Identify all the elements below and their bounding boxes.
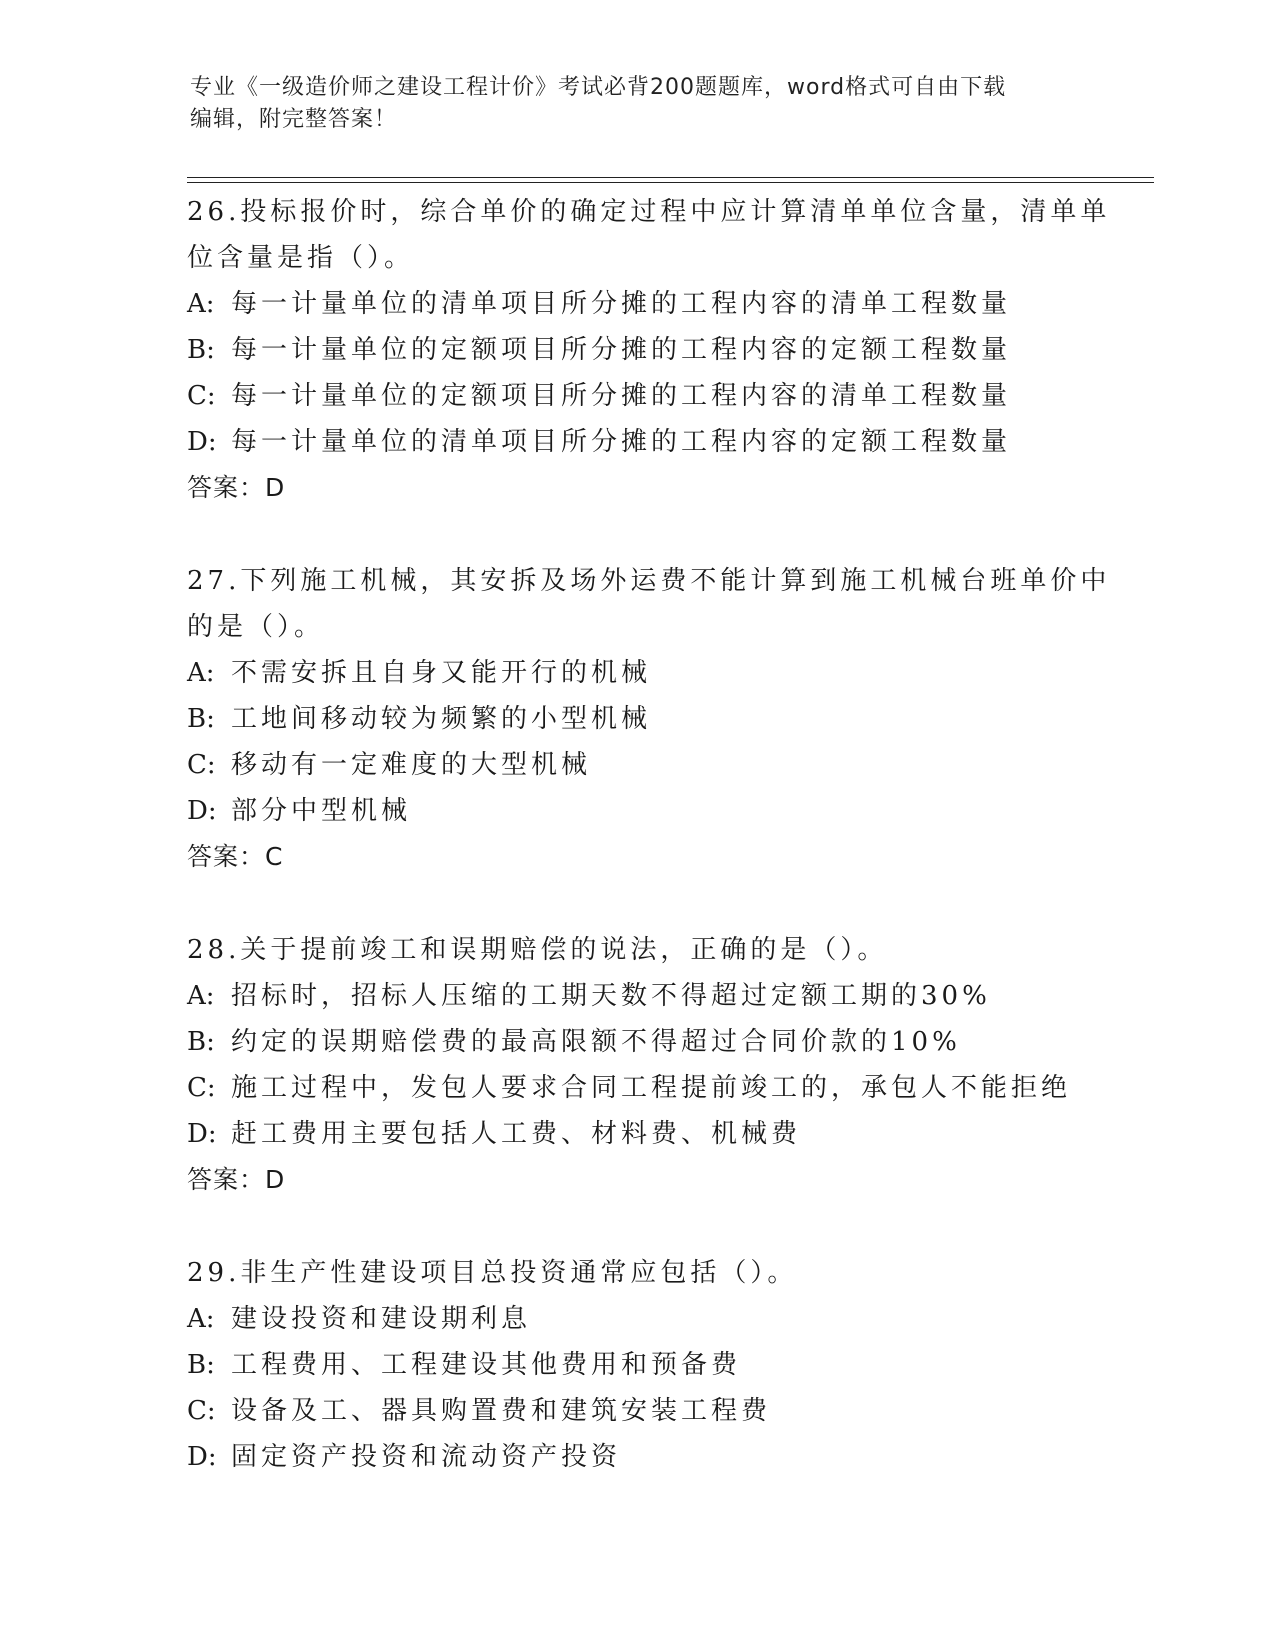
option-d — [187, 419, 1087, 465]
option-letter: D: — [187, 1442, 217, 1472]
answer-line: 答案：C — [187, 842, 284, 871]
option-text: 每一计量单位的清单项目所分摊的工程内容的清单工程数量 — [231, 289, 1012, 319]
option-a — [187, 973, 1087, 1019]
option-letter: D: — [187, 796, 217, 826]
option-text: 工程费用、工程建设其他费用和预备费 — [231, 1350, 742, 1380]
option-text: 设备及工、器具购置费和建筑安装工程费 — [231, 1396, 772, 1426]
header-line-1: 专业《一级造价师之建设工程计价》考试必背200题题库，word格式可自由下载 — [190, 75, 1007, 100]
option-letter: B: — [187, 1350, 215, 1380]
header-divider-top — [187, 177, 1154, 178]
header-divider-bottom — [187, 182, 1154, 183]
option-b — [187, 696, 1087, 742]
option-text: 每一计量单位的定额项目所分摊的工程内容的定额工程数量 — [231, 335, 1012, 365]
option-text: 施工过程中，发包人要求合同工程提前竣工的，承包人不能拒绝 — [231, 1073, 1072, 1103]
option-letter: C: — [187, 750, 216, 780]
option-text: 不需安拆且自身又能开行的机械 — [231, 658, 652, 688]
option-b — [187, 1342, 1087, 1388]
option-text: 招标时，招标人压缩的工期天数不得超过定额工期的30% — [231, 981, 991, 1011]
option-letter: B: — [187, 1027, 215, 1057]
option-a — [187, 281, 1087, 327]
question-27 — [187, 558, 1111, 880]
answer-line: 答案：D — [187, 1165, 286, 1194]
option-a — [187, 1296, 1087, 1342]
option-letter: C: — [187, 1396, 216, 1426]
question-stem-line: 28.关于提前竣工和误期赔偿的说法，正确的是（）。 — [187, 935, 888, 965]
option-c — [187, 742, 1087, 788]
option-text: 工地间移动较为频繁的小型机械 — [231, 704, 652, 734]
question-list — [187, 189, 1111, 1480]
document-header — [190, 72, 1070, 136]
option-letter: A: — [187, 658, 215, 688]
question-29 — [187, 1250, 1087, 1480]
option-letter: C: — [187, 1073, 216, 1103]
question-stem-line: 29.非生产性建设项目总投资通常应包括（）。 — [187, 1258, 798, 1288]
question-26 — [187, 189, 1111, 511]
option-letter: A: — [187, 289, 215, 319]
option-b — [187, 327, 1087, 373]
option-letter: A: — [187, 1304, 215, 1334]
header-line-2: 编辑，附完整答案！ — [190, 107, 398, 132]
option-c — [187, 1065, 1087, 1111]
option-letter: D: — [187, 427, 217, 457]
option-d — [187, 1434, 1087, 1480]
option-text: 部分中型机械 — [231, 796, 412, 826]
option-letter: D: — [187, 1119, 217, 1149]
option-letter: B: — [187, 335, 215, 365]
option-a — [187, 650, 1087, 696]
option-text: 每一计量单位的定额项目所分摊的工程内容的清单工程数量 — [231, 381, 1012, 411]
option-text: 约定的误期赔偿费的最高限额不得超过合同价款的10% — [231, 1027, 961, 1057]
option-text: 每一计量单位的清单项目所分摊的工程内容的定额工程数量 — [231, 427, 1012, 457]
question-stem-line: 的是（）。 — [187, 612, 325, 642]
answer-line: 答案：D — [187, 473, 286, 502]
option-letter: C: — [187, 381, 216, 411]
question-stem-line: 27.下列施工机械，其安拆及场外运费不能计算到施工机械台班单价中 — [187, 566, 1111, 596]
option-text: 固定资产投资和流动资产投资 — [231, 1442, 622, 1472]
option-d — [187, 1111, 1087, 1157]
option-text: 建设投资和建设期利息 — [231, 1304, 532, 1334]
option-text: 赶工费用主要包括人工费、材料费、机械费 — [231, 1119, 802, 1149]
option-c — [187, 373, 1087, 419]
question-stem-line: 位含量是指（）。 — [187, 243, 415, 273]
option-d — [187, 788, 1087, 834]
option-letter: B: — [187, 704, 215, 734]
option-letter: A: — [187, 981, 215, 1011]
option-c — [187, 1388, 1087, 1434]
question-28 — [187, 927, 1087, 1203]
question-stem-line: 26.投标报价时，综合单价的确定过程中应计算清单单位含量，清单单 — [187, 197, 1111, 227]
option-b — [187, 1019, 1087, 1065]
option-text: 移动有一定难度的大型机械 — [231, 750, 592, 780]
